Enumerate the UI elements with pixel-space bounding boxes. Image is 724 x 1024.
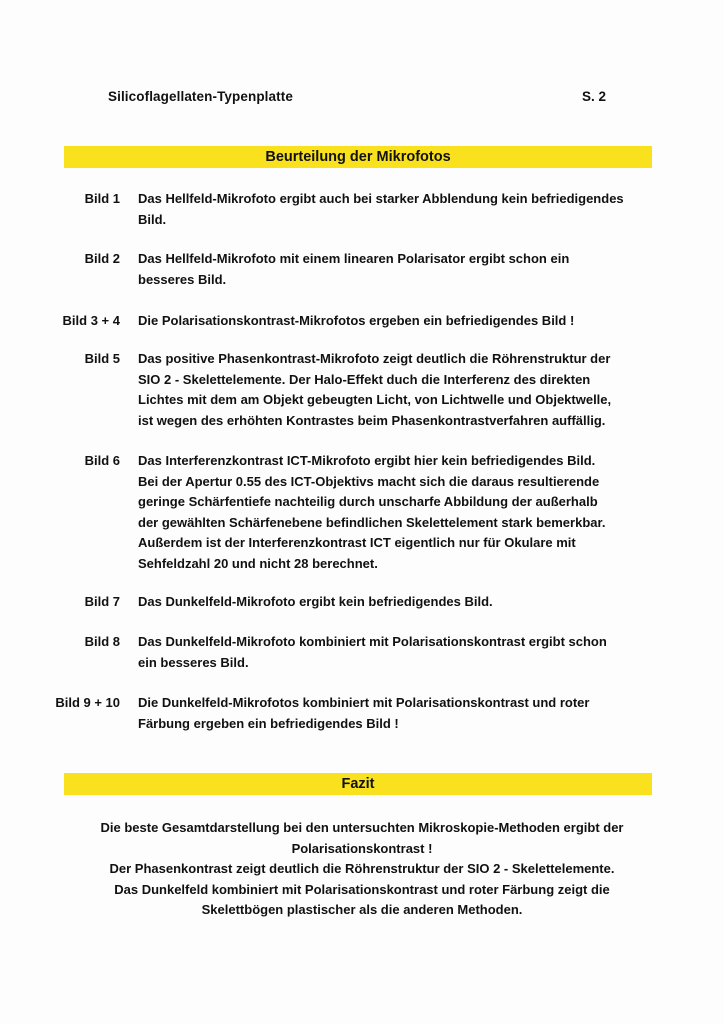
section-heading-fazit: Fazit	[64, 773, 652, 795]
entry-text: Das Interferenzkontrast ICT-Mikrofoto ergibt hier kein befriedigendes Bild. Bei der Apertur 0.55 des ICT-Objektivs macht sich die daraus resultierende geringe Schärfentiefe nachteilig durch unscharfe Abbildung der außerhalb der gewählten Schärfenebene befindlichen Skelettelement stark bemerkbar. Außerdem ist der Interferenzkontrast ICT eigentlich nur für Okulare mit Sehfeldzahl 20 und nicht 28 berechnet.	[138, 453, 606, 571]
document-title: Silicoflagellaten-Typenplatte	[108, 89, 293, 104]
entry-text: Die Dunkelfeld-Mikrofotos kombiniert mit Polarisationskontrast und roter Färbung ergeben ein befriedigendes Bild !	[138, 695, 590, 731]
section-heading-beurteilung: Beurteilung der Mikrofotos	[64, 146, 652, 168]
entry-label: Bild 8	[84, 634, 120, 649]
entry-label: Bild 1	[84, 191, 120, 206]
fazit-line: Skelettbögen plastischer als die anderen Methoden.	[201, 902, 523, 917]
entry-label: Bild 3 + 4	[62, 313, 120, 328]
entry-label: Bild 6	[84, 453, 120, 468]
entry-label: Bild 2	[84, 251, 120, 266]
entry-label: Bild 5	[84, 351, 120, 366]
entry-text: Das Hellfeld-Mikrofoto mit einem linearen Polarisator ergibt schon ein besseres Bild.	[138, 251, 570, 287]
fazit-line: Der Phasenkontrast zeigt deutlich die Röhrenstruktur der SIO 2 - Skelettelemente.	[109, 861, 615, 876]
entry-label: Bild 9 + 10	[55, 695, 120, 710]
fazit-line: Polarisationskontrast !	[291, 840, 433, 856]
entry-text: Das positive Phasenkontrast-Mikrofoto zeigt deutlich die Röhrenstruktur der SIO 2 - Skelettelemente. Der Halo-Effekt duch die Interferenz des direkten Lichtes mit dem am Objekt gebeugten Licht, von Lichtwelle und Objektwelle, ist wegen des erhöhten Kontrastes beim Phasenkontrastverfahren auffällig.	[138, 351, 612, 428]
entry-text: Das Dunkelfeld-Mikrofoto kombiniert mit Polarisationskontrast ergibt schon ein besseres Bild.	[138, 634, 607, 670]
entry-label: Bild 7	[84, 594, 120, 609]
entry-text: Das Dunkelfeld-Mikrofoto ergibt kein befriedigendes Bild.	[138, 594, 493, 609]
fazit-line: Das Dunkelfeld kombiniert mit Polarisationskontrast und roter Färbung zeigt die	[114, 881, 610, 897]
entry-text: Die Polarisationskontrast-Mikrofotos ergeben ein befriedigendes Bild !	[138, 313, 575, 328]
fazit-line: Die beste Gesamtdarstellung bei den untersuchten Mikroskopie-Methoden ergibt der	[100, 820, 624, 835]
page-number: S. 2	[582, 89, 607, 104]
fazit-paragraph	[62, 818, 662, 921]
entry-text: Das Hellfeld-Mikrofoto ergibt auch bei starker Abblendung kein befriedigendes Bild.	[138, 191, 624, 227]
